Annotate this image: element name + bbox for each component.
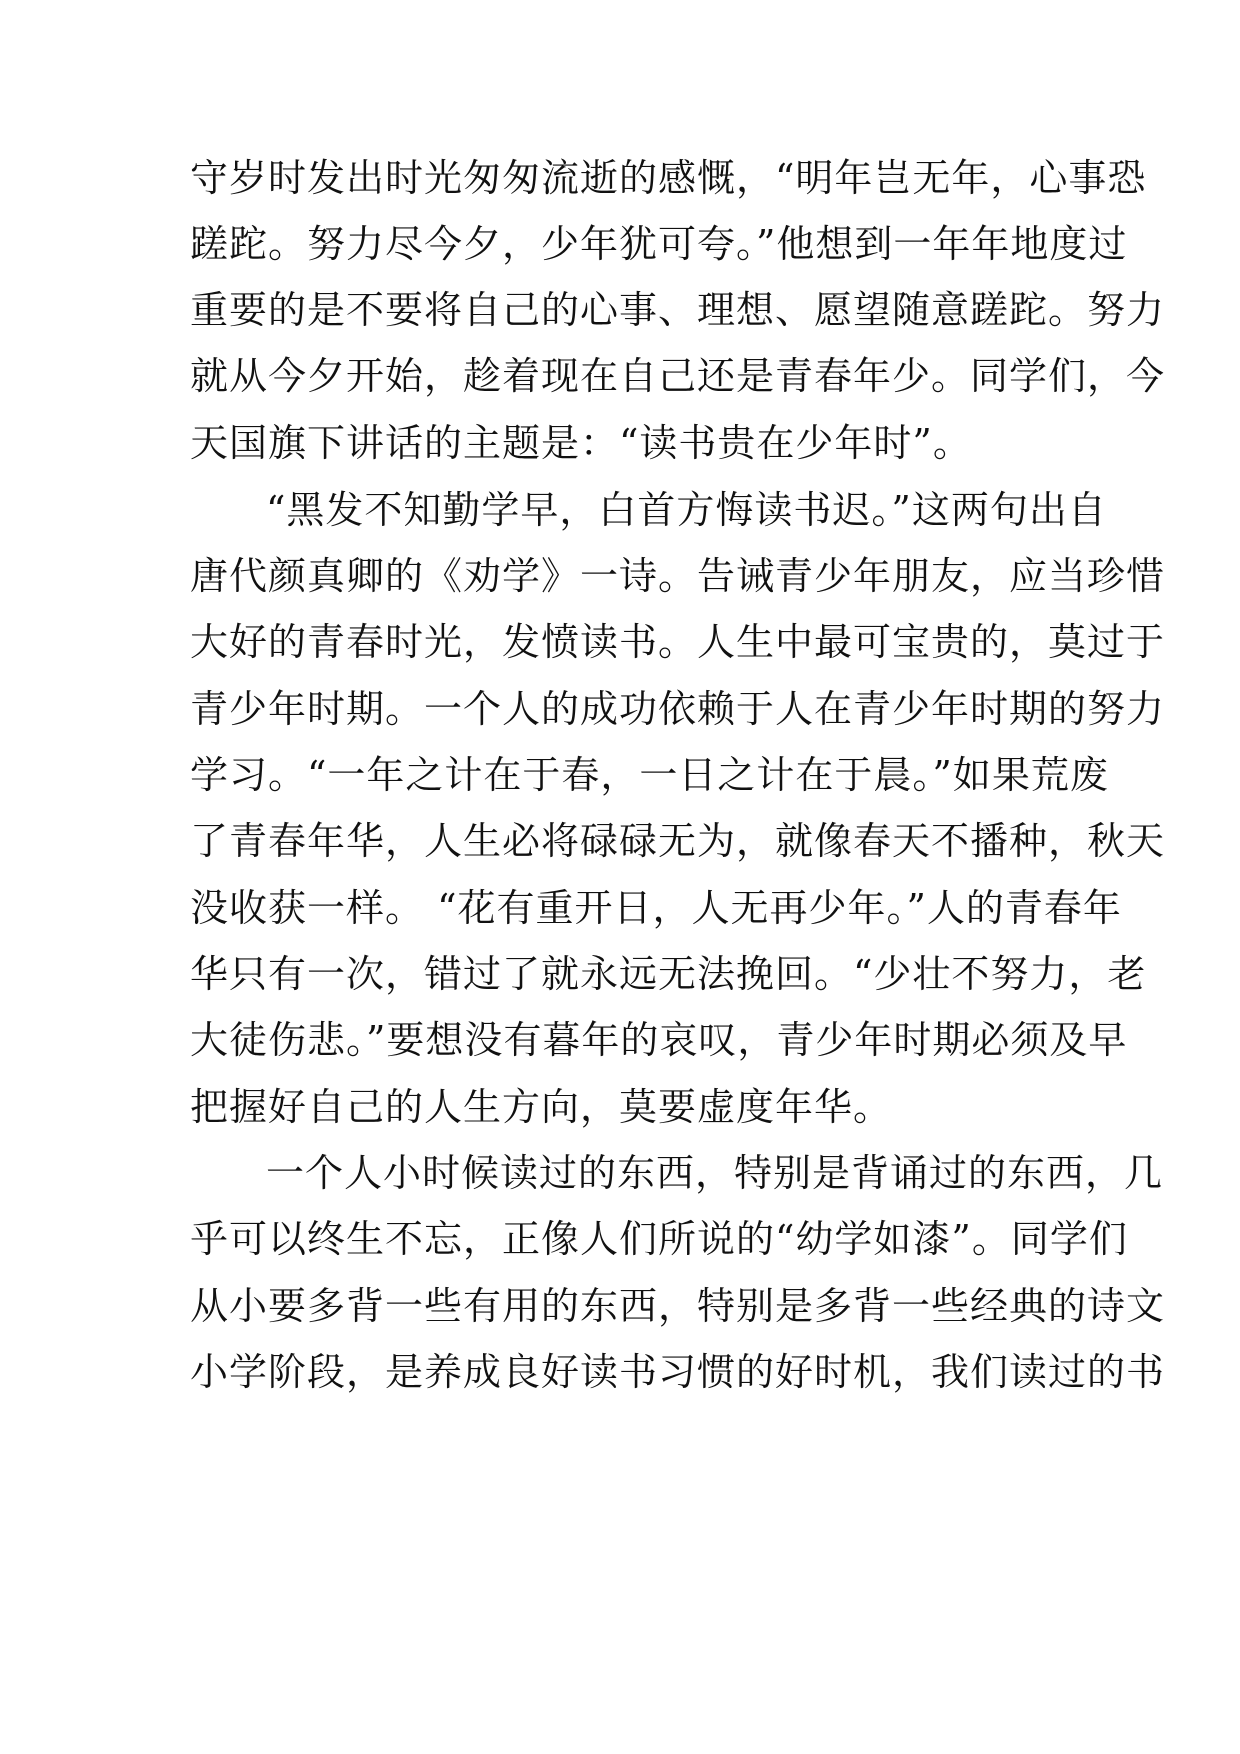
text-line: 蹉跎。努力尽今夕，少年犹可夸。”他想到一年年地度过 <box>190 222 1128 266</box>
paragraph-first-line: “黑发不知勤学早，白首方悔读书迟。”这两句出自 <box>266 488 1107 532</box>
text-line: 重要的是不要将自己的心事、理想、愿望随意蹉跎。努力 <box>190 288 1166 332</box>
text-line: 从小要多背一些有用的东西，特别是多背一些经典的诗文 <box>190 1284 1166 1328</box>
text-line: 天国旗下讲话的主题是：“读书贵在少年时”。 <box>190 421 972 465</box>
text-line: 青少年时期。一个人的成功依赖于人在青少年时期的努力 <box>190 687 1166 731</box>
text-line: 没收获一样。 “花有重开日，人无再少年。”人的青春年 <box>190 886 1122 930</box>
text-line: 就从今夕开始，趁着现在自己还是青春年少。同学们，今 <box>190 354 1166 398</box>
text-line: 学习。“一年之计在于春，一日之计在于晨。”如果荒废 <box>190 753 1109 797</box>
text-line: 华只有一次，错过了就永远无法挽回。“少壮不努力，老 <box>190 952 1147 996</box>
text-line: 了青春年华，人生必将碌碌无为，就像春天不播种，秋天 <box>190 819 1166 863</box>
document-page <box>190 0 1166 1754</box>
text-line: 乎可以终生不忘，正像人们所说的“幼学如漆”。同学们 <box>190 1217 1128 1261</box>
text-line: 把握好自己的人生方向，莫要虚度年华。 <box>190 1085 893 1129</box>
text-line: 大好的青春时光，发愤读书。人生中最可宝贵的，莫过于 <box>190 620 1166 664</box>
paragraph-first-line: 一个人小时候读过的东西，特别是背诵过的东西，几 <box>266 1151 1164 1195</box>
text-line: 守岁时发出时光匆匆流逝的感慨，“明年岂无年，心事恐 <box>190 156 1147 200</box>
text-line: 小学阶段，是养成良好读书习惯的好时机，我们读过的书 <box>190 1350 1166 1394</box>
text-line: 大徒伤悲。”要想没有暮年的哀叹，青少年时期必须及早 <box>190 1018 1128 1062</box>
text-line: 唐代颜真卿的《劝学》一诗。告诫青少年朋友，应当珍惜 <box>190 554 1166 598</box>
